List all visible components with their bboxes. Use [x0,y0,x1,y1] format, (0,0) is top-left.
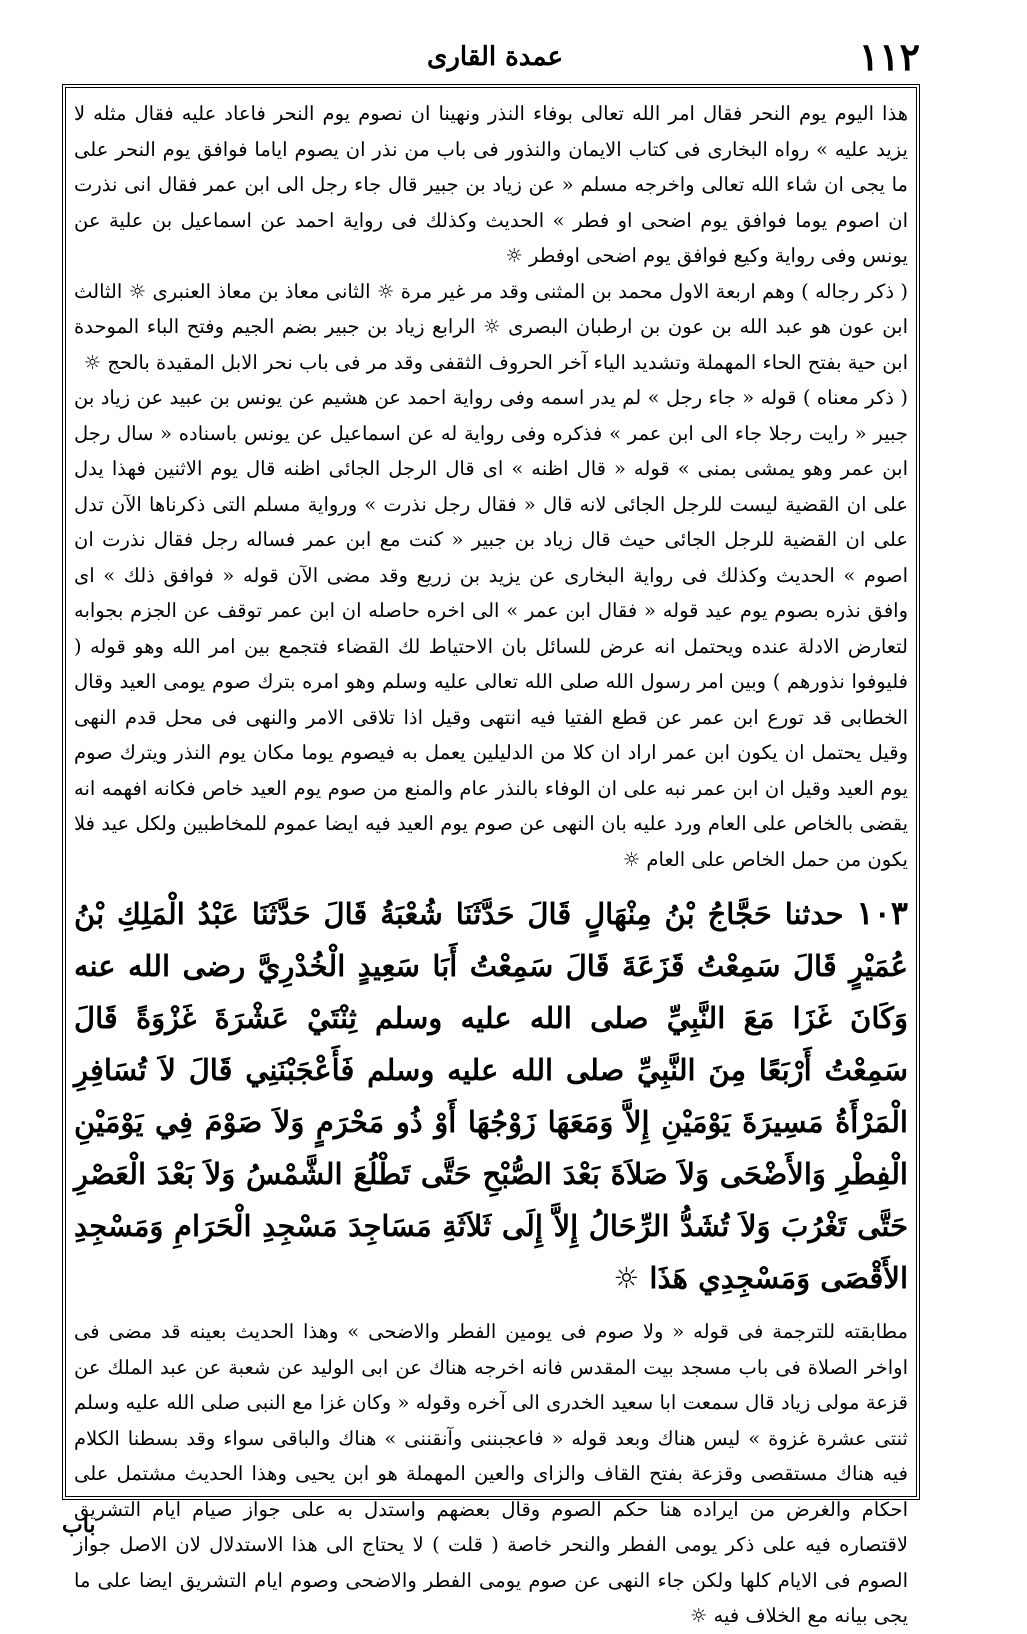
book-title: عمدة القارى [427,42,563,72]
text-frame [62,84,920,1627]
page-number: ١١٢ [858,34,920,79]
commentary-paragraph-analysis: مطابقته للترجمة فى قوله « ولا صوم فى يومين الفطر والاضحى » وهذا الحديث بعينه قد مضى فى اواخر الصلاة فى باب مسجد بيت المقدس فانه اخرجه هناك عن ابى الوليد عن شعبة عن عبد الملك عن قزعة مولى زياد قال سمعت ابا سعيد الخدرى الى آخره وقوله « وكان غزا مع النبى صلى الله عليه وسلم ثنتى عشرة غزوة » ليس هناك وبعد قوله « فاعجبننى وآنقننى » هناك والباقى سواء وقد بسطنا الكلام فيه هناك مستقصى وقزعة بفتح القاف والزاى والعين المهملة هو ابن يحيى وهذا الحديث مشتمل على احكام والغرض من ايراده هنا حكم الصوم وقال بعضهم واستدل به على جواز صيام ايام التشريق لاقتصاره فيه على ذكر يومى الفطر والنحر خاصة ( قلت ) لا يحتاج الى هذا الاستدلال لان الاصل جواز الصوم فى الايام كلها ولكن جاء النهى عن صوم يومى الفطر والاضحى وصوم ايام التشريق ايضا على ما يجى بيانه مع الخلاف فيه ☼ [74,1320,908,1627]
commentary-paragraph-narrators: ( ذكر رجاله ) وهم اربعة الاول محمد بن المثنى وقد مر غير مرة ☼ الثانى معاذ بن معاذ العنبرى ☼ الثالث ابن عون هو عبد الله بن عون بن ارطبان البصرى ☼ الرابع زياد بن جبير بضم الجيم وفتح الباء الموحدة ابن حية بفتح الحاء المهملة وتشديد الياء آخر الحروف الثقفى وقد مر فى باب نحر الابل المقيدة بالحج ☼ [74,279,908,374]
catchword: باب [62,1512,96,1538]
page-header [60,34,930,84]
commentary-paragraph-meaning: ( ذكر معناه ) قوله « جاء رجل » لم يدر اسمه وفى رواية احمد عن هشيم عن يونس بن عبيد عن زياد بن جبير « رايت رجلا جاء الى ابن عمر » فذكره وفى رواية له عن اسماعيل عن يونس باسناده « سال رجل ابن عمر وهو يمشى بمنى » قوله « قال اظنه » اى قال الرجل الجائى اظنه قال يوم الاثنين فهذا يدل على ان القضية ليست للرجل الجائى لانه قال « فقال رجل نذرت » ورواية مسلم التى ذكرناها الآن تدل على ان القضية للرجل الجائى حيث قال زياد بن جبير « كنت مع ابن عمر فساله رجل فقال نذرت ان اصوم » الحديث وكذلك فى رواية البخارى عن يزيد بن زريع وقد مضى الآن قوله « فوافق ذلك » اى وافق نذره بصوم يوم عيد قوله « فقال ابن عمر » الى اخره حاصله ان ابن عمر توقف عن الجزم بجوابه لتعارض الادلة عنده ويحتمل انه عرض للسائل بان الاحتياط لك القضاء فتجمع بين امر الله وهو قوله ( فليوفوا نذورهم ) وبين امر رسول الله صلى الله تعالى عليه وسلم وهو امره بترك صوم يومى العيد وقال الخطابى قد تورع ابن عمر عن قطع الفتيا فيه انتهى وقيل اذا تلاقى الامر والنهى فى محل قدم النهى وقيل يحتمل ان يكون ابن عمر اراد ان كلا من الدليلين يعمل به فيصوم يوما مكان يوم النذر ويترك صوم يوم العيد وقيل ان ابن عمر نبه على ان الوفاء بالنذر عام والمنع من صوم يوم العيد خاص فكانه افهمه انه يقضى بالخاص على العام ورد عليه بان النهى عن صوم يوم العيد فيه ايضا عموم للمخاطبين ولكل عيد فلا يكون من حمل الخاص على العام ☼ [74,386,908,871]
hadith-text-block [74,887,908,1304]
page-body [74,96,908,1627]
hadith-lead: حدثنا [784,897,844,931]
commentary-paragraph: هذا اليوم يوم النحر فقال امر الله تعالى بوفاء النذر ونهينا ان نصوم يوم النحر فاعاد عليه فقال مثله لا يزيد عليه » رواه البخارى فى كتاب الايمان والنذور فى باب من نذر ان يصوم اياما فوافق يوم النحر على ما يجى ان شاء الله تعالى واخرجه مسلم « عن زياد بن جبير قال جاء رجل الى ابن عمر فقال انى نذرت ان اصوم يوما فوافق يوم اضحى او فطر » الحديث وكذلك فى رواية احمد عن اسماعيل بن علية عن يونس وفى رواية وكيع فوافق يوم اضحى اوفطر ☼ [74,102,908,267]
hadith-number: ١٠٣ [856,894,908,932]
hadith-text: حَجَّاجُ بْنُ مِنْهَالٍ قَالَ حَدَّثَنَا شُعْبَةُ قَالَ حَدَّثَنَا عَبْدُ الْمَلِكِ بْنُ عُمَيْرٍ قَالَ سَمِعْتُ قَزَعَةَ قَالَ سَمِعْتُ أَبَا سَعِيدٍ الْخُدْرِيَّ رضى الله عنه وَكَانَ غَزَا مَعَ النَّبِيِّ صلى الله عليه وسلم ثِنْتَيْ عَشْرَةَ غَزْوَةً قَالَ سَمِعْتُ أَرْبَعًا مِنَ النَّبِيِّ صلى الله عليه وسلم فَأَعْجَبْنَنِي قَالَ لاَ تُسَافِرِ الْمَرْأَةُ مَسِيرَةَ يَوْمَيْنِ إِلاَّ وَمَعَهَا زَوْجُهَا أَوْ ذُو مَحْرَمٍ وَلاَ صَوْمَ فِي يَوْمَيْنِ الْفِطْرِ وَالأَضْحَى وَلاَ صَلاَةَ بَعْدَ الصُّبْحِ حَتَّى تَطْلُعَ الشَّمْسُ وَلاَ بَعْدَ الْعَصْرِ حَتَّى تَغْرُبَ وَلاَ تُشَدُّ الرِّحَالُ إِلاَّ إِلَى ثَلاَثَةِ مَسَاجِدَ مَسْجِدِ الْحَرَامِ وَمَسْجِدِ الأَقْصَى وَمَسْجِدِي هَذَا ☼ [74,897,908,1295]
